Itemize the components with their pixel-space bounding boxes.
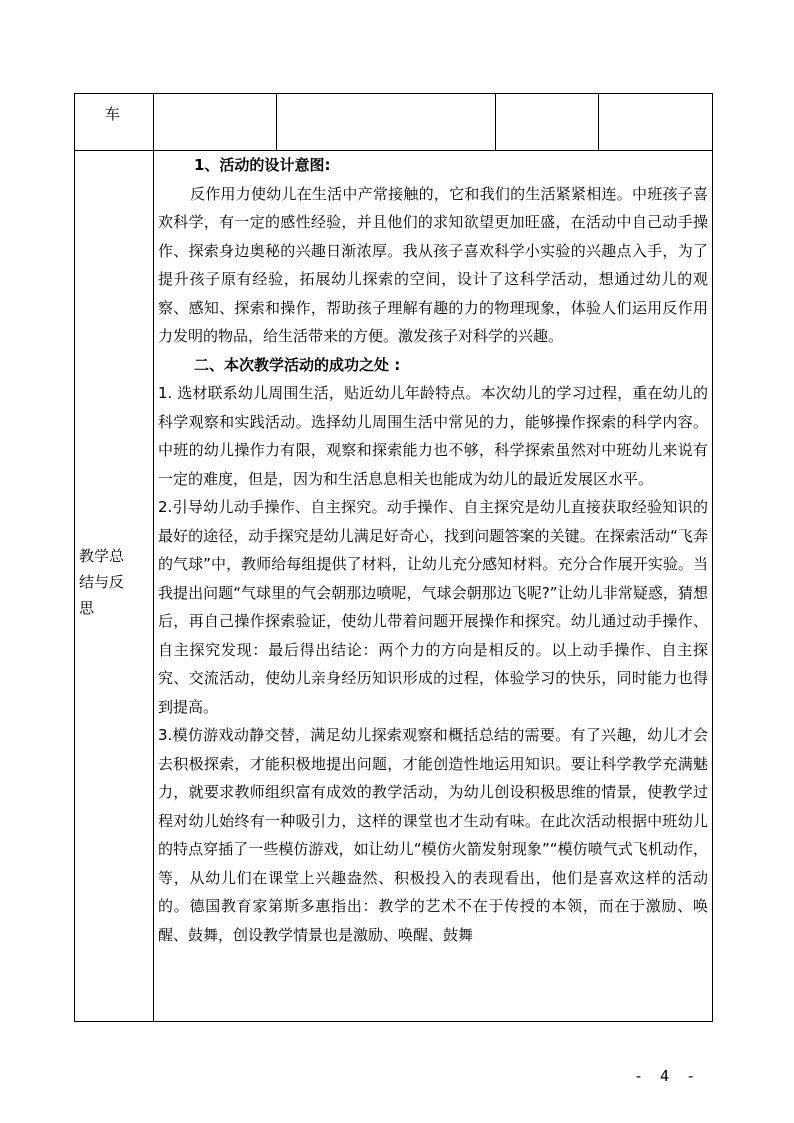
design-intent-paragraph: 反作用力使幼儿在生活中产常接触的，它和我们的生活紧紧相连。中班孩子喜欢科学，有一定的感性经验，并且他们的求知欲望更加旺盛，在活动中自己动手操作、探索身边奥秘的兴趣日渐浓厚。我从孩子喜欢科学小实验的兴趣点入手，为了提升孩子原有经验，拓展幼儿探索的空间，设计了这科学活动，想通过幼儿的观察、感知、探索和操作，帮助孩子理解有趣的力的物理现象，体验人们运用反作用力发明的物品，给生活带来的方便。激发孩子对科学的兴趣。 (158, 184, 708, 345)
success-point-1: 1. 选材联系幼儿周围生活，贴近幼儿年龄特点。本次幼儿的学习过程，重在幼儿的科学观察和实践活动。选择幼儿周围生活中常见的力，能够操作探索的科学内容。中班的幼儿操作力有限，观察和探索能力也不够，科学探索虽然对中班幼儿来说有一定的难度，但是，因为和生活息息相关也能成为幼儿的最近发展区水平。 (158, 384, 708, 488)
side-label (79, 543, 147, 621)
page-number: - 4 - (634, 1067, 700, 1085)
side-label-line-1: 教学总 (79, 547, 125, 565)
column-divider-top-3 (598, 94, 599, 150)
column-divider-top-1 (276, 94, 277, 150)
top-row-label: 车 (105, 105, 121, 123)
side-label-line-2: 结与反 (79, 573, 125, 591)
success-point-2: 2.引导幼儿动手操作、自主探究。动手操作、自主探究是幼儿直接获取经验知识的最好的途径，动手探究是幼儿满足好奇心，找到问题答案的关键。在探索活动“飞奔的气球”中，教师给每组提供了材料，让幼儿充分感知材料。充分合作展开实验。当我提出问题“气球里的气会朝那边喷呢，气球会朝那边飞呢?”让幼儿非常疑惑，猜想后，再自己操作探索验证，使幼儿带着问题开展操作和探究。幼儿通过动手操作、自主探究发现：最后得出结论：两个力的方向是相反的。以上动手操作、自主探究、交流活动，使幼儿亲身经历知识形成的过程，体验学习的快乐，同时能力也得到提高。 (158, 498, 708, 716)
success-point-3: 3.模仿游戏动静交替，满足幼儿探索观察和概括总结的需要。有了兴趣，幼儿才会去积极探索，才能积极地提出问题，才能创造性地运用知识。要让科学教学充满魅力，就要求教师组织富有成效的教学活动，为幼儿创设积极思维的情景，使教学过程对幼儿始终有一种吸引力，这样的课堂也才生动有味。在此次活动根据中班幼儿的特点穿插了一些模仿游戏，如让幼儿“模仿火箭发射现象”“模仿喷气式飞机动作，等，从幼儿们在课堂上兴趣盎然、积极投入的表现看出，他们是喜欢这样的活动的。德国教育家第斯多惠指出：教学的艺术不在于传授的本领，而在于激励、唤醒、鼓舞，创设教学情景也是激励、唤醒、鼓舞 (158, 726, 708, 944)
reflection-table (74, 93, 713, 1022)
column-divider-main (153, 94, 154, 1021)
column-divider-top-2 (495, 94, 496, 150)
side-label-line-3: 思 (79, 599, 95, 617)
section-heading-2: 二、本次教学活动的成功之处 : (194, 355, 401, 374)
content-cell (158, 151, 708, 949)
section-heading-1: 1、活动的设计意图: (194, 156, 331, 174)
